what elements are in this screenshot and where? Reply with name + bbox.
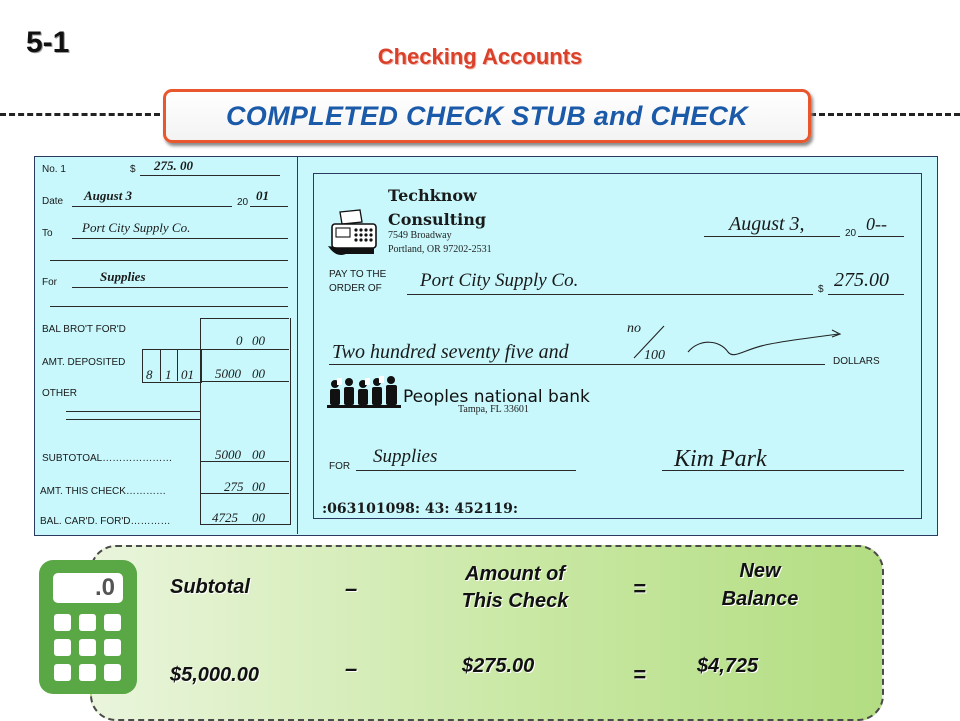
formula-new-value: $4,725 <box>697 655 759 677</box>
formula-equals-2: = <box>633 662 646 687</box>
formula-new-label-1: New <box>739 560 781 582</box>
calculator-screen: .0 <box>53 573 123 603</box>
stub-amt-check-dollars: 275 <box>224 479 244 494</box>
calculator-key <box>79 664 96 681</box>
calculator-key <box>54 614 71 631</box>
formula-minus-1: – <box>345 576 358 601</box>
dollars-label: DOLLARS <box>833 356 880 367</box>
bank-name: Peoples national bank <box>403 387 590 407</box>
stub-date-line <box>72 206 232 207</box>
lesson-number: 5-1 <box>26 26 70 59</box>
check-year-line <box>858 236 904 237</box>
calculator-key <box>54 639 71 656</box>
ledger-rule-2 <box>200 381 289 382</box>
stub-deposit-cents: 00 <box>252 366 265 381</box>
stub-for-value: Supplies <box>100 269 146 284</box>
calculator-key <box>79 639 96 656</box>
stub-bal-card-dollars: 4725 <box>212 510 238 525</box>
formula-amount-label-1: Amount of <box>465 563 565 585</box>
payee-name: Port City Supply Co. <box>420 270 579 291</box>
stub-for-line-2 <box>50 306 288 307</box>
stub-other-line-2 <box>66 419 200 420</box>
stub-amt-check-label: AMT. THIS CHECK………… <box>40 486 166 497</box>
fraction-and-fill-line <box>620 318 850 366</box>
stub-to-line-2 <box>50 260 288 261</box>
stub-bal-brot-cents: 00 <box>252 333 265 348</box>
stub-amt-check-cents: 00 <box>252 479 265 494</box>
stub-bal-card-label: BAL. CAR'D. FOR'D………… <box>40 516 171 527</box>
formula-minus-2: – <box>345 656 358 681</box>
ledger-rule-1 <box>200 349 289 350</box>
check-writer-icon <box>326 208 384 260</box>
stub-year-prefix: 20 <box>237 197 249 208</box>
bank-location: Tampa, FL 33601 <box>458 404 529 415</box>
memo-value: Supplies <box>373 446 438 467</box>
stub-to-label: To <box>42 228 53 239</box>
formula-equals-1: = <box>633 576 646 601</box>
payee-line <box>407 294 813 295</box>
stub-amt-deposited-label: AMT. DEPOSITED <box>42 357 126 368</box>
formula-subtotal-value: $5,000.00 <box>170 664 259 686</box>
check-date-line <box>704 236 840 237</box>
written-amount: Two hundred seventy five and <box>332 341 569 363</box>
stub-dollar-sign: $ <box>130 164 136 175</box>
stub-bal-card-cents: 00 <box>252 510 265 525</box>
banner-title: COMPLETED CHECK STUB and CHECK <box>163 89 811 143</box>
check-year-prefix: 20 <box>845 228 857 239</box>
stub-bal-brot-label: BAL BRO'T FOR'D <box>42 324 126 335</box>
calculator-key <box>54 664 71 681</box>
company-name-line1: Techknow <box>388 186 477 205</box>
check-amount-line <box>828 294 904 295</box>
ledger-top-rule <box>200 318 289 319</box>
stub-for-label: For <box>42 277 57 288</box>
left-dashed-rule <box>0 113 160 116</box>
deposit-year: 01 <box>181 367 194 382</box>
deposit-date-sep-2 <box>177 349 178 381</box>
stub-date: August 3 <box>84 188 133 203</box>
calculator-key <box>79 614 96 631</box>
stub-subtotal-label: SUBTOTOAL………………… <box>42 453 173 464</box>
formula-amount-label-2: This Check <box>461 590 569 612</box>
deposit-month: 8 <box>146 367 153 382</box>
stub-for-line <box>72 287 288 288</box>
stub-perforation <box>297 156 298 534</box>
micr-line: :063101098: 43: 452119: <box>322 501 519 517</box>
formula-amount-value: $275.00 <box>462 655 535 677</box>
deposit-date-sep-1 <box>160 349 161 381</box>
company-name-line2: Consulting <box>388 210 487 229</box>
check-date: August 3, <box>729 213 805 235</box>
stub-date-label: Date <box>42 196 64 207</box>
stub-number-label: No. 1 <box>42 164 66 175</box>
deposit-day: 1 <box>165 367 172 382</box>
stub-to-line <box>72 238 288 239</box>
memo-line <box>356 470 576 471</box>
check-dollar-sign: $ <box>818 284 824 295</box>
stub-bal-brot-dollars: 0 <box>236 333 243 348</box>
section-title: Checking Accounts <box>377 44 583 69</box>
check-amount: 275.00 <box>834 269 889 291</box>
stub-other-label: OTHER <box>42 388 77 399</box>
formula-subtotal-label: Subtotal <box>170 576 250 598</box>
pay-to-label-1: PAY TO THE <box>329 269 387 280</box>
stub-to-value: Port City Supply Co. <box>82 220 191 235</box>
cents-numerator: no <box>627 321 641 336</box>
bank-people-icon <box>327 374 403 410</box>
company-address-1: 7549 Broadway <box>388 230 452 241</box>
check-year: 0-- <box>866 214 887 234</box>
formula-new-label-2: Balance <box>721 588 799 610</box>
calculator-key <box>104 614 121 631</box>
calculator-key <box>104 664 121 681</box>
stub-year-line <box>250 206 288 207</box>
stub-amount-line <box>140 175 280 176</box>
ledger-rule-3 <box>200 461 289 462</box>
calculator-key <box>104 639 121 656</box>
stub-amount: 275. 00 <box>154 158 193 173</box>
company-address-2: Portland, OR 97202-2531 <box>388 244 492 255</box>
signature: Kim Park <box>674 446 767 472</box>
stub-year: 01 <box>256 188 269 203</box>
cents-denominator: 100 <box>644 348 665 363</box>
ledger-rule-4 <box>200 493 289 494</box>
stub-deposit-dollars: 5000 <box>215 366 241 381</box>
stub-other-line-1 <box>66 411 200 412</box>
stub-subtotal-dollars: 5000 <box>215 447 241 462</box>
check-for-label: FOR <box>329 461 351 472</box>
stub-subtotal-cents: 00 <box>252 447 265 462</box>
pay-to-label-2: ORDER OF <box>329 283 382 294</box>
right-dashed-rule <box>810 113 960 116</box>
